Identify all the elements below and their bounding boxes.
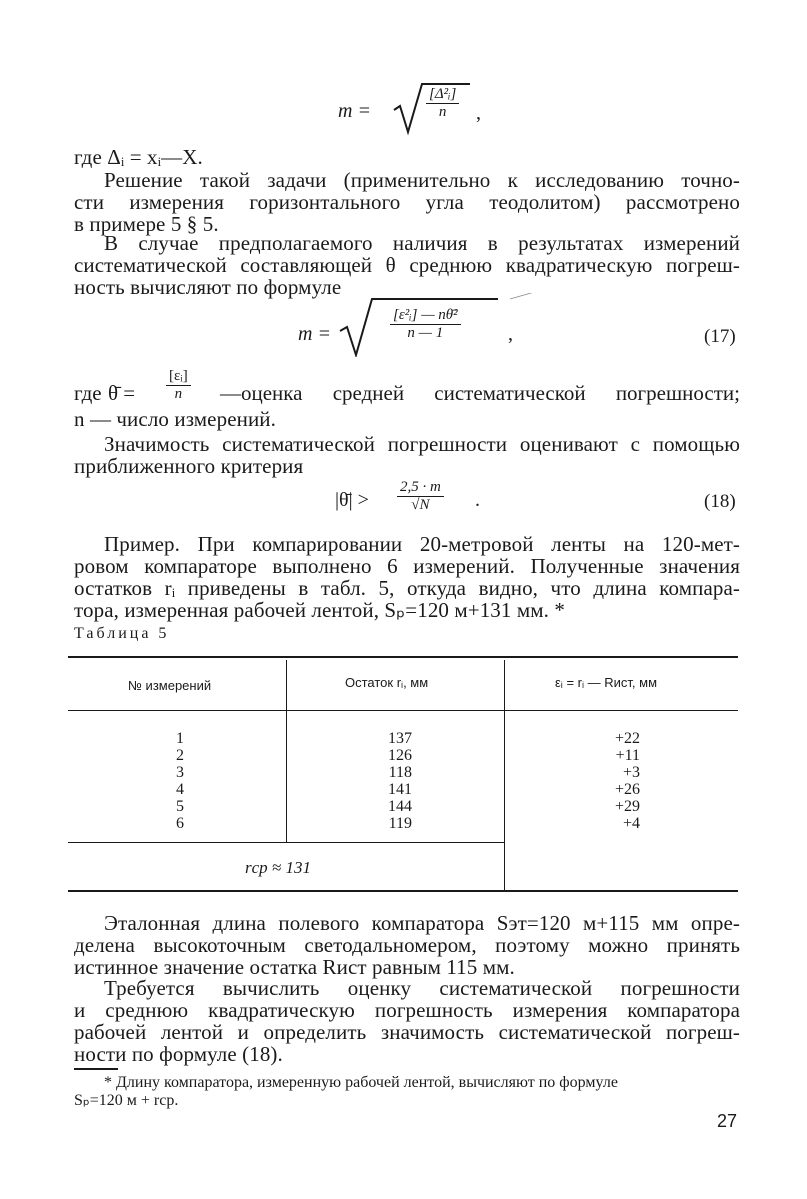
footnote-line: Sₚ=120 м + rср. bbox=[74, 1092, 179, 1109]
text-line: и среднюю квадратическую погрешность измерения компаратора bbox=[74, 998, 740, 1022]
paragraph-1 bbox=[74, 169, 740, 235]
paragraph-3 bbox=[74, 433, 740, 477]
where-theta-text: —оценка средней систематической погрешности; bbox=[220, 381, 740, 405]
table-top-rule bbox=[68, 656, 738, 658]
formula-rms-lhs: m = bbox=[338, 100, 371, 122]
paragraph-5 bbox=[74, 912, 740, 978]
paragraph-example bbox=[74, 533, 740, 621]
table-cell: 137 bbox=[388, 730, 412, 747]
table-cell: 3 bbox=[176, 764, 184, 781]
text-line: Требуется вычислить оценку систематической погрешности bbox=[104, 976, 740, 1000]
where-theta-lhs: θ̄ = bbox=[108, 381, 136, 405]
formula-18-period: . bbox=[475, 489, 480, 511]
formula-rms-num: [Δ²ᵢ] bbox=[426, 86, 459, 104]
text-line: ность вычисляют по формуле bbox=[74, 275, 342, 299]
where-delta-line: где Δᵢ = xᵢ—X. bbox=[74, 145, 203, 169]
formula-17-lhs: m = bbox=[298, 323, 331, 345]
paragraph-6 bbox=[74, 977, 740, 1065]
formula-18-lhs: |θ̄| > bbox=[335, 489, 369, 511]
where-n bbox=[74, 408, 740, 430]
text-line: рабочей лентой и определить значимость систематической погреш- bbox=[74, 1020, 740, 1044]
table-cell: 4 bbox=[176, 781, 184, 798]
text-line: ности по формуле (18). bbox=[74, 1042, 283, 1066]
formula-17-den: n — 1 bbox=[407, 325, 444, 341]
formula-18 bbox=[335, 479, 495, 527]
table-cell: 5 bbox=[176, 798, 184, 815]
table-cell: 1 bbox=[176, 730, 184, 747]
text-line: сти измерения горизонтального угла теодолитом) рассмотрено bbox=[74, 190, 740, 214]
footnote-rule bbox=[74, 1068, 118, 1070]
text-line: n — число измерений. bbox=[74, 407, 276, 431]
text-line: остатков rᵢ приведены в табл. 5, откуда видно, что длина компара- bbox=[74, 576, 740, 600]
text-line: Значимость систематической погрешности оценивают с помощью bbox=[104, 432, 740, 456]
table-cell: 119 bbox=[388, 815, 412, 832]
formula-rms-comma: , bbox=[476, 102, 481, 124]
text-line: Эталонная длина полевого компаратора Sэт=120 м+115 мм опре- bbox=[104, 911, 740, 935]
formula-rms-den: n bbox=[438, 104, 447, 120]
text-line: систематической составляющей θ среднюю квадратическую погреш- bbox=[74, 253, 740, 277]
text-line: В случае предполагаемого наличия в результатах измерений bbox=[104, 231, 740, 255]
table-divider-2 bbox=[504, 660, 505, 890]
table-header-error: εᵢ = rᵢ — Rист, мм bbox=[555, 675, 658, 690]
table-caption: Таблица 5 bbox=[74, 625, 170, 642]
table-column-residual bbox=[378, 730, 412, 832]
table-cell: +4 bbox=[622, 815, 640, 832]
table-cell: 144 bbox=[388, 798, 412, 815]
table-cell: 6 bbox=[176, 815, 184, 832]
table-cell: 118 bbox=[388, 764, 412, 781]
table-header-rule bbox=[68, 710, 738, 711]
where-theta-num: [εᵢ] bbox=[166, 368, 191, 386]
table-cell: +22 bbox=[614, 730, 640, 747]
formula-17-comma: , bbox=[508, 323, 513, 345]
table-cell: +3 bbox=[622, 764, 640, 781]
table-mean: rср ≈ 131 bbox=[245, 858, 311, 877]
formula-17 bbox=[298, 293, 558, 357]
text-line: истинное значение остатка Rист равным 115 мм. bbox=[74, 955, 515, 979]
table-divider-1 bbox=[286, 660, 287, 842]
formula-18-den: √N bbox=[411, 497, 430, 513]
text-line: делена высокоточным светодальномером, поэтому можно принять bbox=[74, 933, 740, 957]
table-cell: +26 bbox=[614, 781, 640, 798]
page-number: 27 bbox=[717, 1111, 738, 1131]
table-cell: 126 bbox=[388, 747, 412, 764]
table-bottom-rule bbox=[68, 890, 738, 892]
where-theta-den: n bbox=[174, 386, 183, 402]
footnote-line: * Длину компаратора, измеренную рабочей лентой, вычисляют по формуле bbox=[104, 1074, 618, 1091]
text-line: Пример. При компарировании 20-метровой ленты на 120-мет- bbox=[104, 532, 740, 556]
text-line: тора, измеренная рабочей лентой, Sₚ=120 м+131 мм. * bbox=[74, 598, 565, 622]
table-header-number: № измерений bbox=[128, 678, 212, 693]
formula-18-num: 2,5 · m bbox=[397, 479, 444, 497]
where-delta bbox=[74, 146, 740, 168]
table-column-error bbox=[596, 730, 640, 832]
table-cell: +11 bbox=[615, 747, 640, 764]
formula-17-num: [ε²ᵢ] — nθ̄² bbox=[390, 307, 461, 325]
table-header-residual: Остаток rᵢ, мм bbox=[345, 675, 429, 690]
equation-number-17: (17) bbox=[704, 326, 736, 347]
text-line: приближенного критерия bbox=[74, 454, 304, 478]
table-cell: 141 bbox=[388, 781, 412, 798]
table-cell: 2 bbox=[176, 747, 184, 764]
where-theta-prefix: где bbox=[74, 381, 102, 405]
where-theta bbox=[74, 368, 740, 412]
text-line: в примере 5 § 5. bbox=[74, 212, 219, 236]
paragraph-2 bbox=[74, 232, 740, 298]
table-mean-rule bbox=[68, 842, 504, 843]
text-line: ровом компараторе выполнено 6 измерений. Полученные значения bbox=[74, 554, 740, 578]
text-line: Решение такой задачи (применительно к исследованию точно- bbox=[104, 168, 740, 192]
table-column-number bbox=[160, 730, 184, 832]
formula-rms bbox=[338, 80, 498, 136]
table-cell: +29 bbox=[614, 798, 640, 815]
equation-number-18: (18) bbox=[704, 491, 736, 512]
footnote bbox=[74, 1074, 740, 1110]
